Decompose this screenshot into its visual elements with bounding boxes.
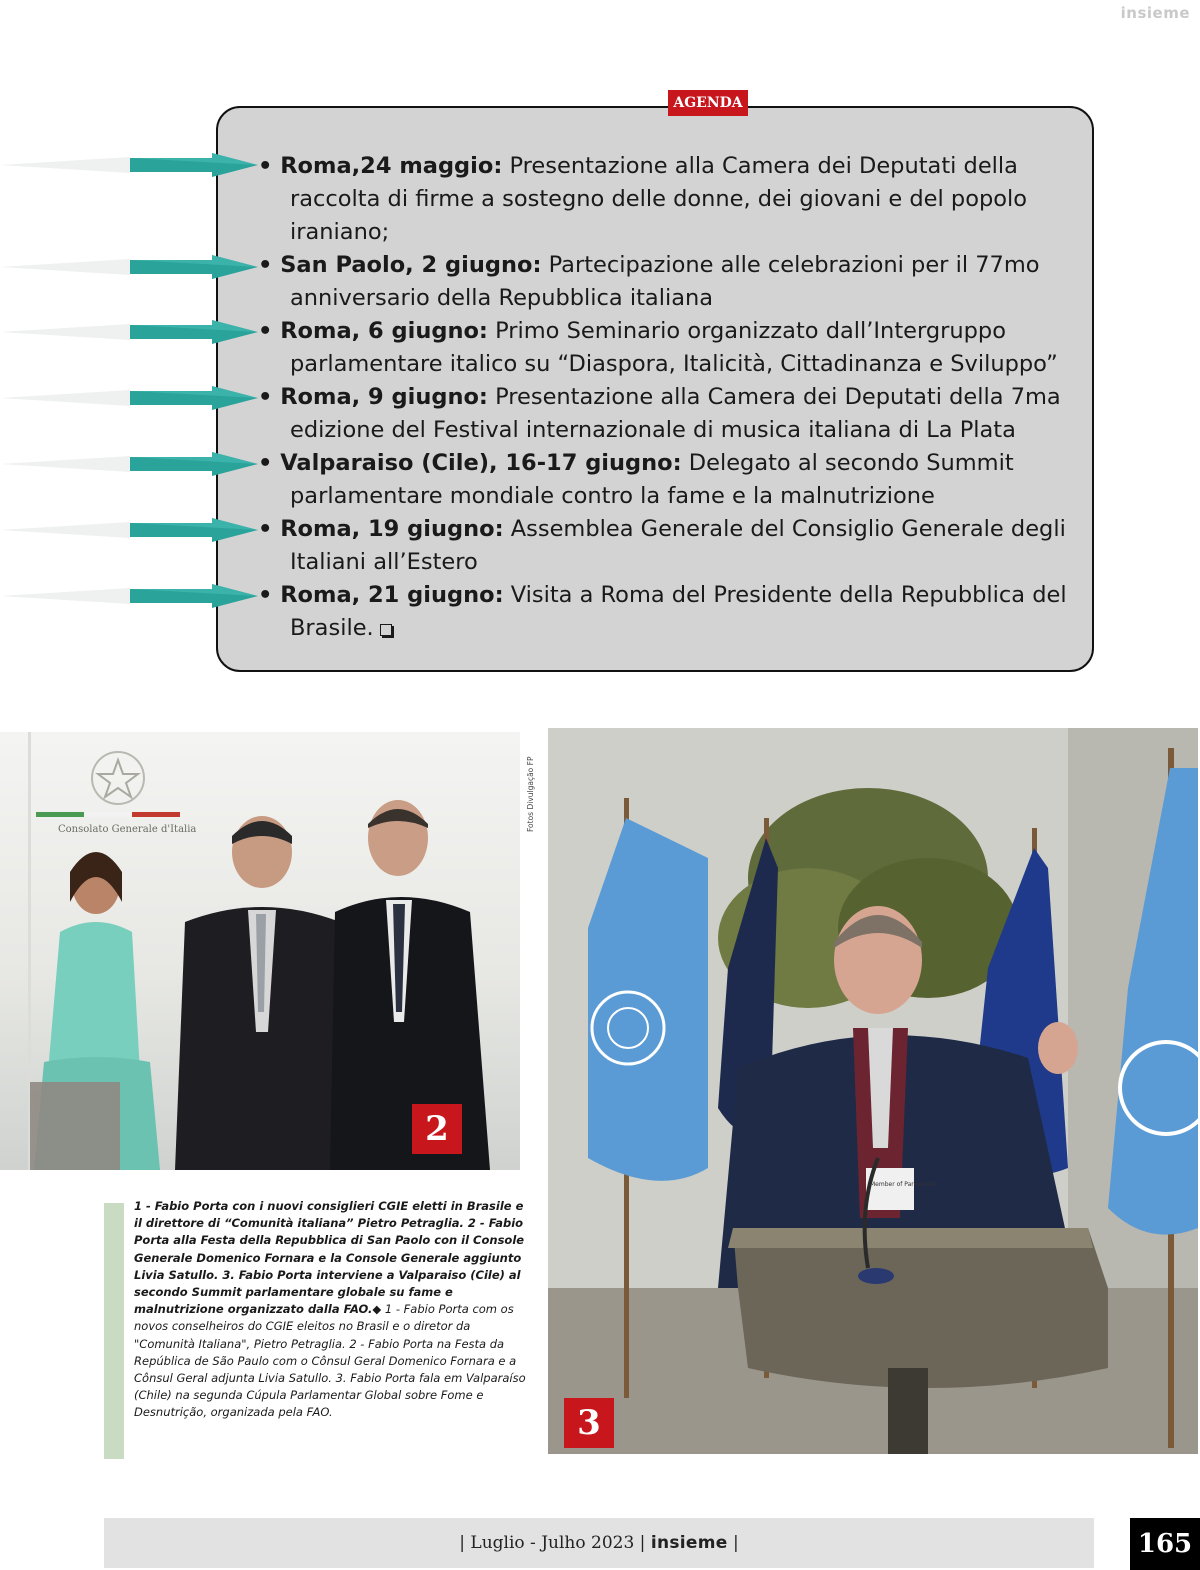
- agenda-item-text: Presentazione alla Camera dei Deputati della 7ma: [495, 384, 1061, 410]
- agenda-item-text: Assemblea Generale del Consiglio Generale degli: [510, 516, 1066, 542]
- agenda-item-text: Presentazione alla Camera dei Deputati della: [509, 153, 1018, 179]
- podium-badge-text: Member of Parliament: [870, 1181, 937, 1188]
- agenda-item-continuation: anniversario della Repubblica italiana: [290, 285, 714, 311]
- arrow-pointer-icon: [0, 452, 260, 476]
- agenda-item-continuation: Brasile.: [290, 615, 374, 641]
- photo-number-badge: 2: [412, 1104, 462, 1154]
- agenda-item-date: Roma, 6 giugno:: [280, 318, 488, 344]
- end-of-article-icon: [380, 624, 392, 636]
- arrow-pointer-icon: [0, 320, 260, 344]
- caption-italian: 1 - Fabio Porta con i nuovi consiglieri CGIE eletti in Brasile e il direttore di “Comunità italiana” Pietro Petraglia. 2 - Fabio Porta alla Festa della Repubblica di San Paolo con il Console Generale Domenico Fornara e la Console Generale aggiunto Livia Satullo. 3. Fabio Porta interviene a Valparaiso (Cile) al secondo Summit parlamentare globale su fame e malnutrizione organizzato dalla FAO.: [134, 1199, 525, 1317]
- footer-magazine-name: insieme: [650, 1533, 728, 1553]
- photo-festa-repubblica: [0, 732, 520, 1170]
- bullet-icon: •: [258, 450, 281, 476]
- agenda-item: [258, 513, 1088, 579]
- photo-caption: [134, 1198, 534, 1422]
- caption-portuguese: 1 - Fabio Porta com os novos conselheiros do CGIE eleitos no Brasil e o diretor da "Comunità Italiana", Pietro Petraglia. 2 - Fabio Porta na Festa da República de São Paulo com o Cônsul Geral Domenico Fornara e a Cônsul Geral adjunta Livia Satullo. 3. Fabio Porta fala em Valparaíso (Chile) na segunda Cúpula Parlamentar Global sobre Fome e Desnutrição, organizada pela FAO.: [134, 1302, 526, 1420]
- caption-accent-bar: [104, 1203, 124, 1459]
- agenda-item-text: Delegato al secondo Summit: [688, 450, 1014, 476]
- photo-number-badge: 3: [564, 1398, 614, 1448]
- agenda-item-continuation: parlamentare mondiale contro la fame e la malnutrizione: [290, 483, 935, 509]
- arrow-pointer-icon: [0, 518, 260, 542]
- arrow-pointer-icon: [0, 584, 260, 608]
- agenda-item: [258, 381, 1088, 447]
- arrow-pointer-icon: [0, 255, 260, 279]
- agenda-item-continuation: edizione del Festival internazionale di musica italiana di La Plata: [290, 417, 1016, 443]
- bullet-icon: •: [258, 318, 281, 344]
- photo-2-sign: Consolato Generale d'Italia: [58, 824, 197, 835]
- italian-emblem-icon: [92, 752, 144, 804]
- photo-valparaiso-summit: [548, 728, 1198, 1454]
- bullet-icon: •: [258, 582, 281, 608]
- agenda-item-date: Roma, 21 giugno:: [280, 582, 504, 608]
- agenda-item-date: Valparaiso (Cile), 16-17 giugno:: [280, 450, 682, 476]
- agenda-item: [258, 447, 1088, 513]
- footer-separator: |: [732, 1533, 739, 1553]
- photo-credit: Fotos Divulgação FP: [526, 756, 535, 832]
- agenda-item: [258, 315, 1088, 381]
- bullet-icon: •: [258, 252, 281, 278]
- bullet-icon: •: [258, 516, 281, 542]
- agenda-item: [258, 150, 1088, 249]
- agenda-item-continuation: raccolta di firme a sostegno delle donne, dei giovani e del popolo iraniano;: [290, 186, 1028, 245]
- agenda-item-text: Partecipazione alle celebrazioni per il 77mo: [548, 252, 1040, 278]
- agenda-item-continuation: parlamentare italico su “Diaspora, Italicità, Cittadinanza e Sviluppo”: [290, 351, 1058, 377]
- agenda-item-date: Roma, 19 giugno:: [280, 516, 504, 542]
- diamond-separator-icon: ◆: [372, 1302, 382, 1317]
- footer-issue: [104, 1518, 1094, 1568]
- agenda-item-continuation: Italiani all’Estero: [290, 549, 478, 575]
- footer-issue-date: | Luglio - Julho 2023 |: [459, 1533, 646, 1553]
- photo-3-illustration: [548, 728, 1198, 1454]
- agenda-item-date: Roma,24 maggio:: [280, 153, 503, 179]
- bullet-icon: •: [258, 384, 281, 410]
- agenda-list: [258, 150, 1088, 645]
- agenda-item-date: Roma, 9 giugno:: [280, 384, 488, 410]
- agenda-item-text: Primo Seminario organizzato dall’Intergruppo: [495, 318, 1006, 344]
- agenda-item: [258, 249, 1088, 315]
- agenda-item-date: San Paolo, 2 giugno:: [280, 252, 542, 278]
- page-number: 165: [1130, 1518, 1200, 1570]
- agenda-item: [258, 579, 1088, 645]
- arrow-pointer-icon: [0, 153, 260, 177]
- bullet-icon: •: [258, 153, 281, 179]
- masthead-logo: insieme: [1120, 4, 1190, 22]
- arrow-pointer-icon: [0, 386, 260, 410]
- footer-bar: [104, 1518, 1094, 1568]
- agenda-label: AGENDA: [668, 90, 748, 116]
- agenda-item-text: Visita a Roma del Presidente della Repubblica del: [510, 582, 1067, 608]
